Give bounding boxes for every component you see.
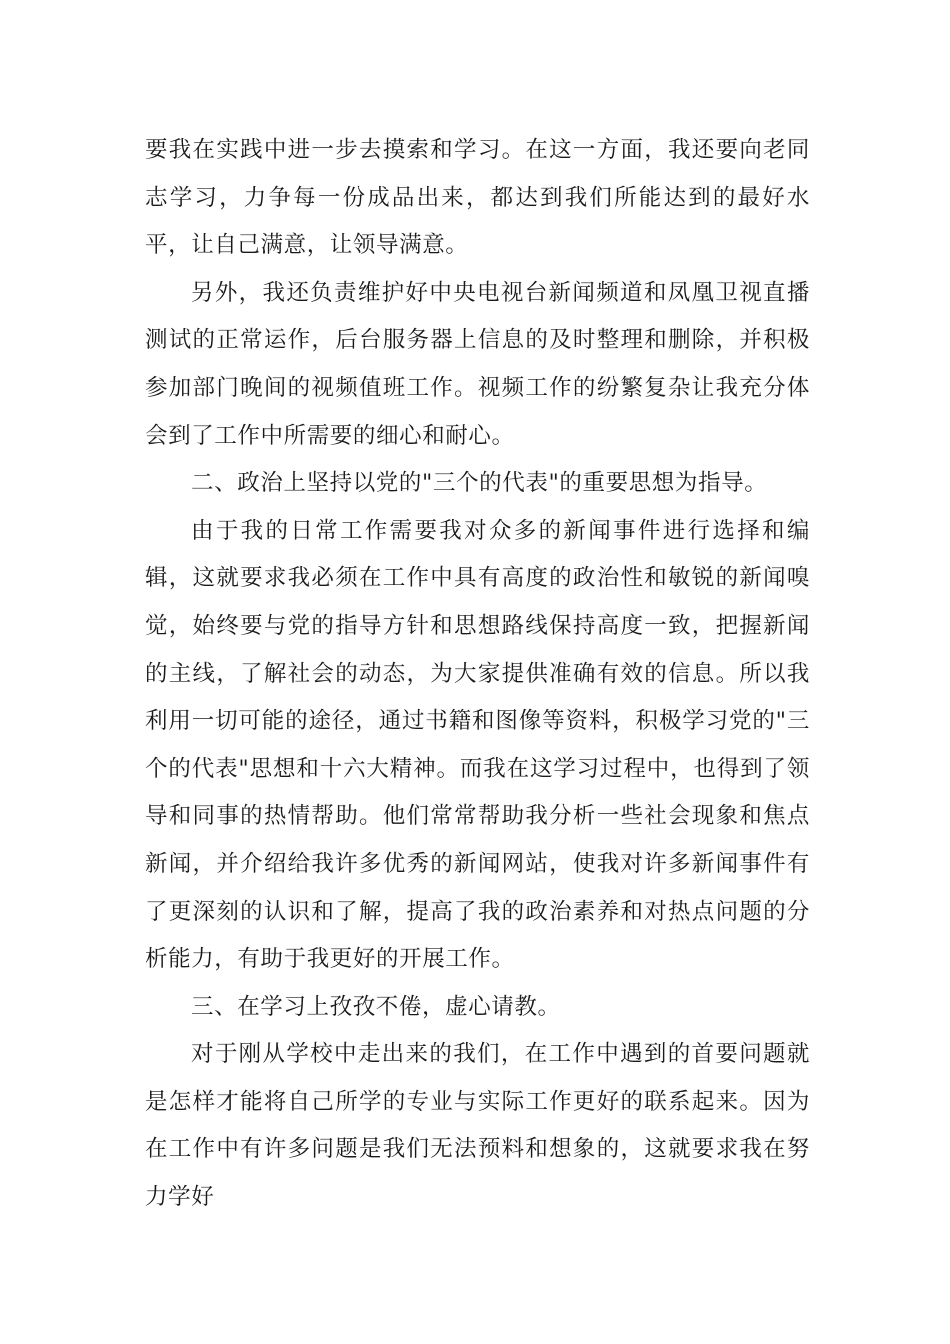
paragraph-1: 要我在实践中进一步去摸索和学习。在这一方面，我还要向老同志学习，力争每一份成品出来，都达到我们所能达到的最好水平，让自己满意，让领导满意。 <box>145 137 810 259</box>
paragraph-3: 由于我的日常工作需要我对众多的新闻事件进行选择和编辑，这就要求我必须在工作中具有高度的政治性和敏锐的新闻嗅觉，始终要与党的指导方针和思想路线保持高度一致，把握新闻的主线，了解社会的动态，为大家提供准确有效的信息。所以我利用一切可能的途径，通过书籍和图像等资料，积极学习党的"三个的代表"思想和十六大精神。而我在这学习过程中，也得到了领导和同事的热情帮助。他们常常帮助我分析一些社会现象和焦点新闻，并介绍给我许多优秀的新闻网站，使我对许多新闻事件有了更深刻的认识和了解，提高了我的政治素养和对热点问题的分析能力，有助于我更好的开展工作。 <box>145 517 810 973</box>
paragraph-4: 对于刚从学校中走出来的我们，在工作中遇到的首要问题就是怎样才能将自己所学的专业与实际工作更好的联系起来。因为在工作中有许多问题是我们无法预料和想象的，这就要求我在努力学好 <box>145 1041 810 1211</box>
document-body <box>145 127 810 1222</box>
section-heading-3: 三、在学习上孜孜不倦，虚心请教。 <box>191 993 561 1020</box>
paragraph-2: 另外，我还负责维护好中央电视台新闻频道和凤凰卫视直播测试的正常运作，后台服务器上信息的及时整理和删除，并积极参加部门晚间的视频值班工作。视频工作的纷繁复杂让我充分体会到了工作中所需要的细心和耐心。 <box>145 279 810 449</box>
section-heading-2: 二、政治上坚持以党的"三个的代表"的重要思想为指导。 <box>191 470 768 497</box>
